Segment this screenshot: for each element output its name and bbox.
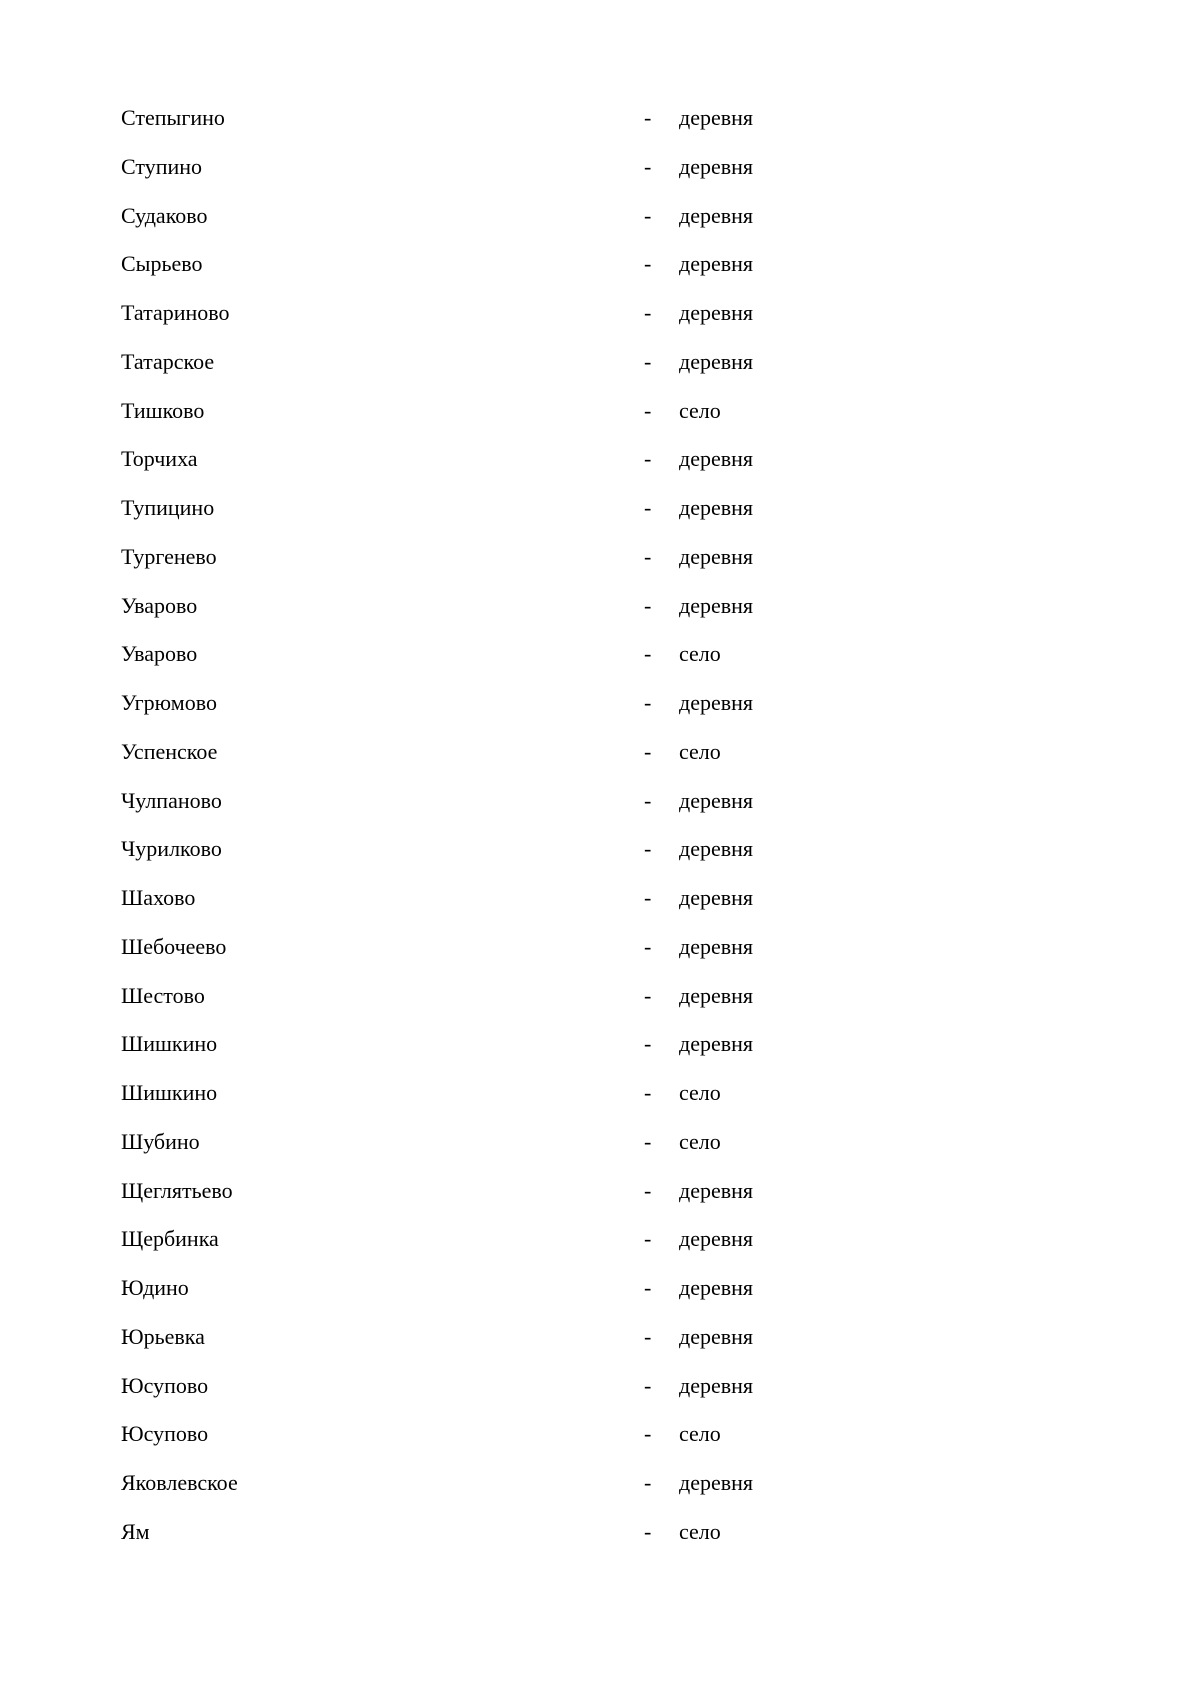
separator-dash: -	[644, 738, 652, 764]
settlement-type: деревня	[679, 543, 754, 569]
settlement-row	[121, 1178, 921, 1227]
settlement-name: Шестово	[121, 982, 205, 1008]
settlement-type: деревня	[679, 982, 754, 1008]
settlement-name: Успенское	[121, 738, 218, 764]
separator-dash: -	[644, 836, 652, 862]
separator-dash: -	[644, 1421, 652, 1447]
settlement-type: деревня	[679, 1275, 754, 1300]
separator-dash: -	[644, 105, 652, 130]
settlement-type: деревня	[679, 933, 754, 959]
settlement-type: деревня	[679, 105, 754, 130]
settlement-type: деревня	[679, 348, 754, 374]
settlement-row	[121, 105, 921, 154]
settlement-row	[121, 544, 921, 593]
settlement-type: деревня	[679, 300, 754, 325]
separator-dash: -	[644, 495, 652, 520]
separator-dash: -	[644, 1275, 652, 1300]
settlement-type: деревня	[679, 1470, 754, 1495]
settlement-name: Шебочеево	[121, 933, 227, 959]
separator-dash: -	[644, 446, 652, 472]
settlement-name: Юсупово	[121, 1421, 209, 1447]
settlement-row	[121, 1129, 921, 1178]
settlement-type: село	[679, 641, 721, 667]
settlement-name: Уварово	[121, 641, 198, 667]
settlement-row	[121, 154, 921, 203]
settlement-name: Ям	[121, 1518, 150, 1544]
settlement-row	[121, 739, 921, 788]
separator-dash: -	[644, 300, 652, 325]
settlement-type: деревня	[679, 1372, 754, 1398]
separator-dash: -	[644, 787, 652, 813]
settlement-row	[121, 885, 921, 934]
settlement-row	[121, 203, 921, 252]
separator-dash: -	[644, 202, 652, 228]
separator-dash: -	[644, 933, 652, 959]
settlement-name: Чурилково	[121, 836, 222, 862]
settlement-row	[121, 690, 921, 739]
settlement-type: деревня	[679, 592, 754, 618]
settlement-row	[121, 1324, 921, 1373]
settlement-name: Тишково	[121, 397, 205, 423]
settlement-row	[121, 398, 921, 447]
settlement-type: деревня	[679, 446, 754, 472]
settlement-row	[121, 1373, 921, 1422]
settlement-type: село	[679, 1518, 721, 1544]
settlement-type: деревня	[679, 251, 754, 277]
settlement-name: Щеглятьево	[121, 1177, 233, 1203]
separator-dash: -	[644, 641, 652, 667]
separator-dash: -	[644, 348, 652, 374]
settlement-type: село	[679, 738, 721, 764]
settlement-type: село	[679, 397, 721, 423]
settlement-row	[121, 836, 921, 885]
settlement-row	[121, 1080, 921, 1129]
separator-dash: -	[644, 1372, 652, 1398]
settlement-name: Ступино	[121, 153, 203, 179]
separator-dash: -	[644, 690, 652, 715]
settlement-type: деревня	[679, 1323, 754, 1349]
settlement-row	[121, 1275, 921, 1324]
settlement-name: Щербинка	[121, 1226, 219, 1252]
settlement-row	[121, 934, 921, 983]
separator-dash: -	[644, 1323, 652, 1349]
settlement-type: деревня	[679, 202, 754, 228]
settlement-type: деревня	[679, 885, 754, 910]
settlement-row	[121, 983, 921, 1032]
settlement-row	[121, 251, 921, 300]
settlement-type: деревня	[679, 1177, 754, 1203]
separator-dash: -	[644, 1128, 652, 1154]
separator-dash: -	[644, 1080, 652, 1105]
settlement-type: село	[679, 1421, 721, 1447]
settlement-type: деревня	[679, 495, 754, 520]
separator-dash: -	[644, 397, 652, 423]
settlement-name: Тургенево	[121, 543, 217, 569]
separator-dash: -	[644, 251, 652, 277]
settlement-name: Чулпаново	[121, 787, 222, 813]
settlement-name: Уварово	[121, 592, 198, 618]
settlement-row	[121, 641, 921, 690]
separator-dash: -	[644, 982, 652, 1008]
separator-dash: -	[644, 153, 652, 179]
separator-dash: -	[644, 1518, 652, 1544]
settlement-type: деревня	[679, 1031, 754, 1057]
settlement-type: деревня	[679, 153, 754, 179]
separator-dash: -	[644, 1470, 652, 1495]
settlement-row	[121, 593, 921, 642]
settlement-name: Торчиха	[121, 446, 198, 472]
settlement-name: Юрьевка	[121, 1323, 205, 1349]
settlement-name: Степыгино	[121, 105, 225, 130]
separator-dash: -	[644, 1226, 652, 1252]
settlement-row	[121, 1519, 921, 1568]
settlement-list	[121, 105, 921, 1568]
settlement-row	[121, 1470, 921, 1519]
settlement-type: село	[679, 1128, 721, 1154]
settlement-row	[121, 788, 921, 837]
settlement-name: Юдино	[121, 1275, 189, 1300]
separator-dash: -	[644, 1031, 652, 1057]
settlement-name: Судаково	[121, 202, 208, 228]
settlement-name: Шахово	[121, 885, 196, 910]
settlement-name: Яковлевское	[121, 1470, 238, 1495]
settlement-name: Угрюмово	[121, 690, 217, 715]
settlement-name: Шишкино	[121, 1080, 218, 1105]
separator-dash: -	[644, 543, 652, 569]
settlement-row	[121, 349, 921, 398]
settlement-row	[121, 446, 921, 495]
settlement-name: Татариново	[121, 300, 230, 325]
settlement-name: Юсупово	[121, 1372, 209, 1398]
settlement-row	[121, 1031, 921, 1080]
settlement-type: деревня	[679, 836, 754, 862]
settlement-row	[121, 300, 921, 349]
settlement-type: деревня	[679, 1226, 754, 1252]
settlement-row	[121, 1421, 921, 1470]
settlement-row	[121, 495, 921, 544]
settlement-type: деревня	[679, 690, 754, 715]
settlement-name: Сырьево	[121, 251, 203, 277]
separator-dash: -	[644, 885, 652, 910]
settlement-row	[121, 1226, 921, 1275]
separator-dash: -	[644, 592, 652, 618]
settlement-name: Татарское	[121, 348, 215, 374]
settlement-type: деревня	[679, 787, 754, 813]
separator-dash: -	[644, 1177, 652, 1203]
settlement-name: Шубино	[121, 1128, 200, 1154]
settlement-name: Шишкино	[121, 1031, 218, 1057]
settlement-name: Тупицино	[121, 495, 215, 520]
settlement-type: село	[679, 1080, 721, 1105]
